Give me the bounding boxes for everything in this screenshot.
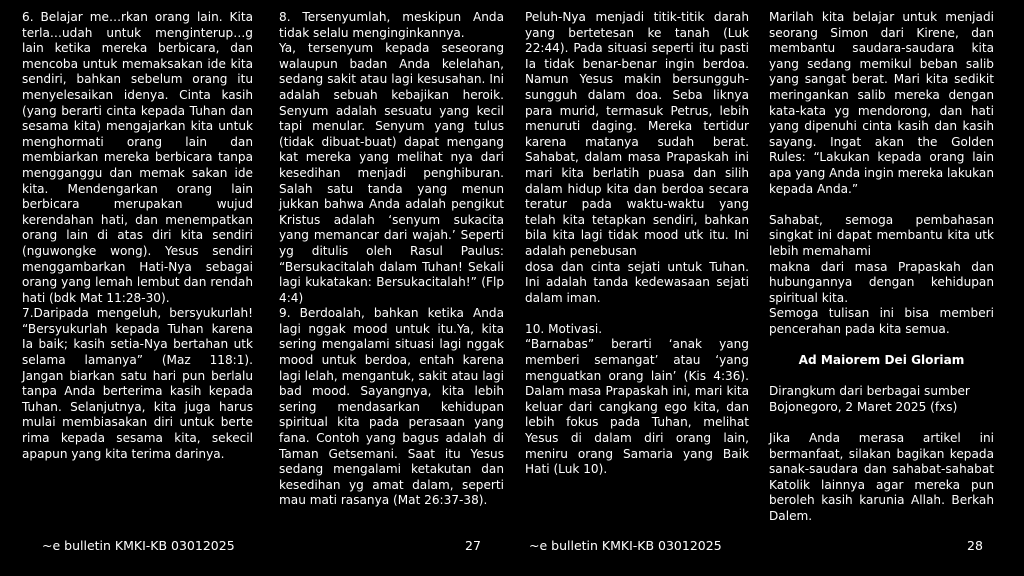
paragraph-8-body: Ya, tersenyum kepada seseorang walaupun badan Anda kelelahan, sedang sakit atau lagi kesusahan. Ini adalah sebuah kebajikan heroik. Senyum adalah sesuatu yang kecil tapi menular. Senyum yang tulus (tidak dibuat-buat) dapat mengang kat mereka yang melihat nya dari kesedihan menjadi penghiburan. Salah satu tanda yang menun jukkan bahwa Anda adalah pengikut Kristus adalah ‘senyum sukacita yang memancar dari wajah.’ Seperti yg ditulis oleh Rasul Paulus: “Bersukacitalah dalam Tuhan! Sekali lagi kukatakan: Bersukacitalah!” (Flp 4:4): [279, 41, 504, 305]
paragraph-10-body: “Barnabas” berarti ‘anak yang memberi semangat’ atau ‘yang menguatkan orang lain’ (Kis 4:36). Dalam masa Prapaskah ini, mari kita keluar dari cangkang ego kita, dan lebih fokus pada Tuhan, melihat Yesus di dalam diri orang lain, meniru orang Samaria yang Baik Hati (Luk 10).: [525, 337, 749, 477]
paragraph-makna: makna dari masa Prapaskah dan hubungannya dengan kehidupan spiritual kita.: [769, 259, 994, 305]
paragraph-7: 7.Daripada mengeluh, bersyukurlah! “Bersyukurlah kepada Tuhan karena Ia baik; kasih setia-Nya bertahan utk selama lamanya” (Maz 118:1). Jangan biarkan satu hari pun berlalu tanpa Anda berterima kasih kepada Tuhan. Selanjutnya, kita juga harus mulai membiasakan diri untuk berte rima kepada sesama kita, sekecil apapun yang kita terima darinya.: [22, 306, 253, 461]
paragraph-semoga: Semoga tulisan ini bisa memberi pencerahan pada kita semua.: [769, 306, 994, 336]
share-note: Jika Anda merasa artikel ini bermanfaat, silakan bagikan kepada sanak-saudara dan sahabat-sahabat Katolik lainnya agar mereka pun beroleh kasih karunia Allah. Berkah Dalem.: [769, 431, 994, 523]
paragraph-6: 6. Belajar me…rkan orang lain. Kita terla…udah untuk menginterup…g lain ketika mereka berbicara, dan mencoba untuk memaksakan ide kita sendiri, bahkan sebelum orang itu menyelesaikan idenya. Cinta kasih (yang berarti cinta kepada Tuhan dan sesama kita) mengajarkan kita untuk menghormati orang lain dan membiarkan mereka berbicara tanpa mengganggu dan memak sakan ide kita. Mendengarkan orang lain berbicara merupakan wujud kerendahan hati, dan menempatkan orang lain di atas diri kita sendiri (nguwongke wong). Yesus sendiri menggambarkan Hati-Nya sebagai orang yang lemah lembut dan rendah hati (bdk Mat 11:28-30).: [22, 10, 253, 305]
paragraph-simon: Marilah kita belajar untuk menjadi seorang Simon dari Kirene, dan membantu saudara-saudara kita yang sedang memikul beban salib yang sangat berat. Mari kita sedikit meringankan salib mereka dengan kata-kata yg mendorong, dan hati yang dipenuhi cinta kasih dan kasih sayang. Ingat akan the Golden Rules: “Lakukan kepada orang lain apa yang Anda ingin mereka lakukan kepada Anda.”: [769, 10, 994, 196]
left-page-column-1: [22, 10, 253, 462]
paragraph-10-heading: 10. Motivasi.: [525, 321, 603, 336]
source-note: Dirangkum dari berbagai sumber: [769, 384, 970, 399]
page-number-right: 28: [967, 538, 983, 553]
paragraph-8-heading: 8. Tersenyumlah, meskipun Anda tidak selalu menginginkannya.: [279, 10, 504, 40]
place-date: Bojonegoro, 2 Maret 2025 (fxs): [769, 399, 958, 414]
right-page-column-2: [769, 10, 994, 525]
footer-label-right: ~e bulletin KMKI-KB 03012025: [529, 538, 722, 553]
right-page-column-1: [525, 10, 749, 478]
paragraph-9-continued: Peluh-Nya menjadi titik-titik darah yang bertetesan ke tanah (Luk 22:44). Pada situasi seperti itu pasti Ia tidak benar-benar ingin berdoa. Namun Yesus makin bersungguh-sungguh dalam doa. Seba liknya para murid, termasuk Petrus, lebih menuruti daging. Mereka tertidur karena matanya sudah berat. Sahabat, dalam masa Prapaskah ini mari kita berlatih puasa dan silih dalam hidup kita dan berdoa secara teratur pada waktu-waktu yang telah kita tetapkan sendiri, bahkan bila kita lagi tidak mood utk itu. Ini adalah penebusan: [525, 10, 749, 258]
paragraph-sahabat: Sahabat, semoga pembahasan singkat ini dapat membantu kita utk lebih memahami: [769, 212, 994, 258]
closing-motto: Ad Maiorem Dei Gloriam: [798, 353, 965, 368]
page-number-left: 27: [465, 538, 481, 553]
left-page-column-2: [279, 10, 504, 509]
paragraph-9-end: dosa dan cinta sejati untuk Tuhan. Ini adalah tanda kedewasaan sejati dalam iman.: [525, 259, 749, 305]
footer-label-left: ~e bulletin KMKI-KB 03012025: [42, 538, 235, 553]
paragraph-9: 9. Berdoalah, bahkan ketika Anda lagi nggak mood untuk itu.Ya, kita sering mengalami situasi lagi nggak mood untuk berdoa, entah karena lagi lelah, mengantuk, sakit atau lagi bad mood. Sayangnya, kita lebih sering mendasarkan kehidupan spiritual kita pada perasaan yang fana. Contoh yang bagus adalah di Taman Getsemani. Saat itu Yesus sedang mengalami ketakutan dan kesedihan yg amat dalam, seperti mau mati rasanya (Mat 26:37-38).: [279, 306, 504, 508]
